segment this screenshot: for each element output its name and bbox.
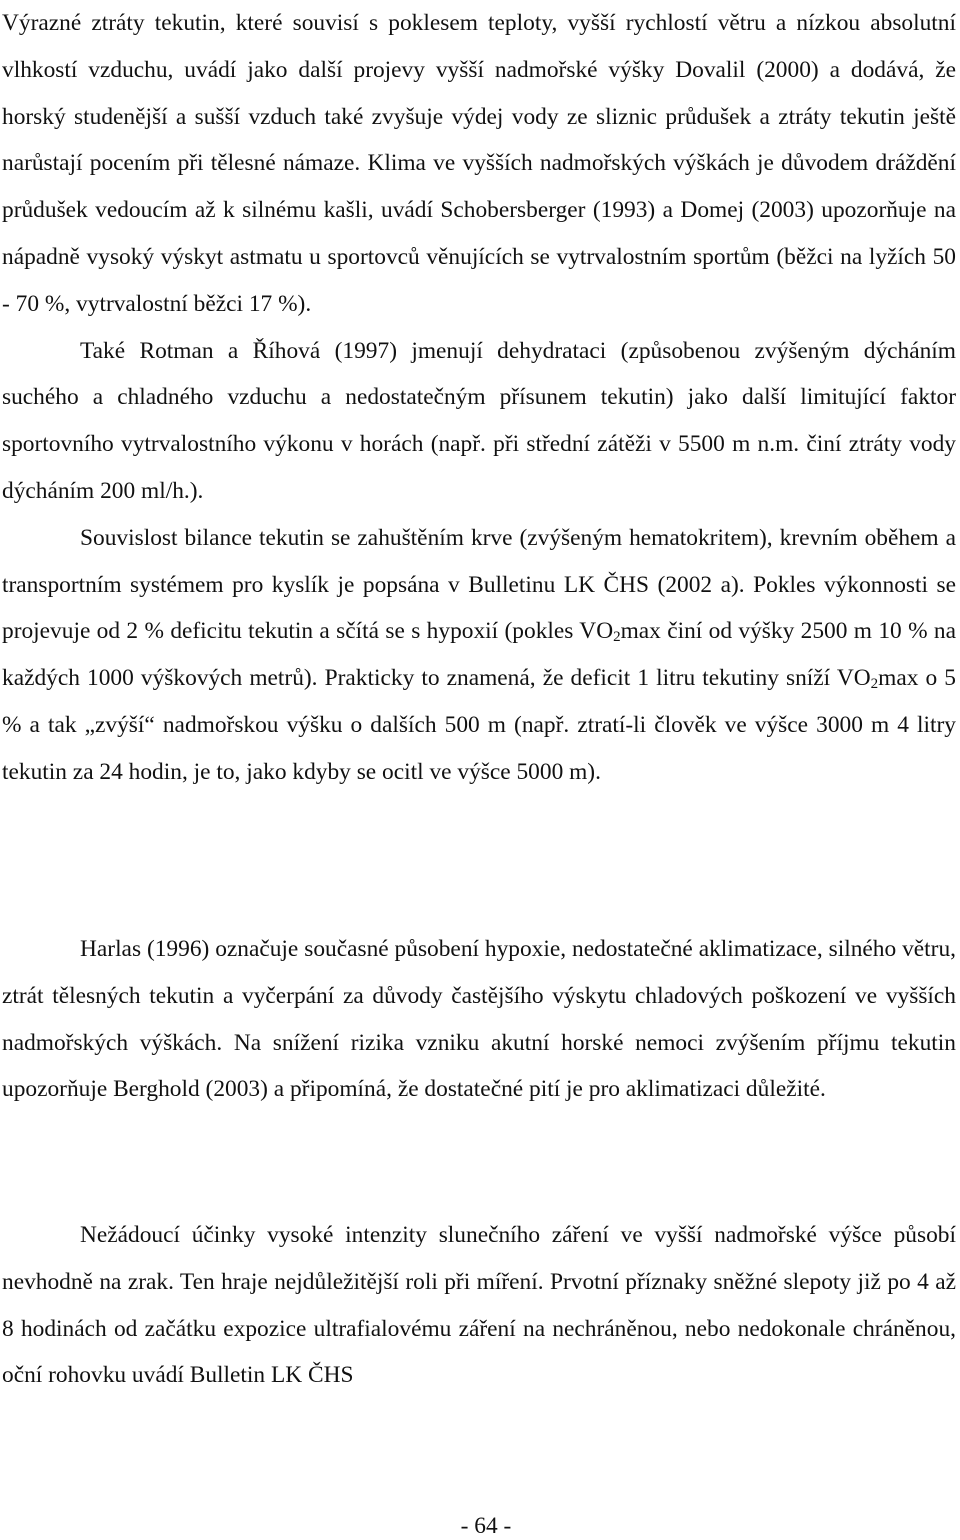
paragraph-rotman-rihova bbox=[2, 328, 956, 515]
subscript-2: 2 bbox=[613, 629, 621, 646]
subscript-2: 2 bbox=[870, 676, 879, 693]
paragraph-fluid-balance bbox=[2, 515, 956, 796]
paragraph-text: Výrazné ztráty tekutin, které souvisí s poklesem teploty, vyšší rychlostí větru a nízkou absolutní vlhkostí vzduchu, uvádí jako další projevy vyšší nadmořské výšky Dovalil (2000) a dodává, že horský studenější a sušší vzduch také zvyšuje výdej vody ze sliznic průdušek a ztráty tekutin ještě narůstají pocením při tělesné námaze. Klima ve vyšších nadmořských výškách je důvodem dráždění průdušek vedoucím až k silnému kašli, uvádí Schobersberger (1993) a Domej (2003) upozorňuje na nápadně vysoký výskyt astmatu u sportovců věnujících se vytrvalostním sportům (běžci na lyžích 50 - 70 %, vytrvalostní běžci 17 %). bbox=[2, 10, 956, 317]
paragraph-text: max činí od výšky 2500 m 10 % na každých 1000 výškových metrů). Prakticky to znamená, že deficit 1 litru tekutiny sníží VO bbox=[2, 618, 956, 692]
paragraph-solar-radiation bbox=[2, 1212, 956, 1399]
paragraph-text: Také Rotman a Říhová (1997) jmenují dehydrataci (způsobenou zvýšeným dýcháním suchého a chladného vzduchu a nedostatečným přísunem tekutin) jako další limitující faktor sportovního vytrvalostního výkonu v horách (např. při střední zátěži v 5500 m n.m. činí ztráty vody dýcháním 200 ml/h.). bbox=[2, 337, 956, 504]
paragraph-text: Harlas (1996) označuje současné působení hypoxie, nedostatečné aklimatizace, silného větru, ztrát tělesných tekutin a vyčerpání za důvody častějšího výskytu chladových poškození ve vyšších nadmořských výškách. Na snížení rizika vzniku akutní horské nemoci zvýšením příjmu tekutin upozorňuje Berghold (2003) a připomíná, že dostatečné pití je pro aklimatizaci důležité. bbox=[2, 936, 956, 1103]
page-number: - 64 - bbox=[460, 1513, 512, 1539]
paragraph-text: Nežádoucí účinky vysoké intenzity slunečního záření ve vyšší nadmořské výšce působí nevhodně na zrak. Ten hraje nejdůležitější roli při míření. Prvotní příznaky sněžné slepoty již po 4 až 8 hodinách od začátku expozice ultrafialovému záření na nechráněnou, nebo nedokonale chráněnou, oční rohovku uvádí Bulletin LK ČHS bbox=[2, 1222, 956, 1389]
paragraph-text: Souvislost bilance tekutin se zahuštěním krve (zvýšeným hematokritem), krevním oběhem a transportním systémem pro kyslík je popsána v Bulletinu LK ČHS (2002 a). Pokles výkonnosti se projevuje od 2 % deficitu tekutin a sčítá se s hypoxií (pokles VO bbox=[2, 524, 956, 645]
paragraph-text: max o 5 % a tak „zvýší“ nadmořskou výšku o dalších 500 m (např. ztratí-li člověk ve výšce 3000 m 4 litry tekutin za 24 hodin, je to, jako kdyby se ocitl ve výšce 5000 m). bbox=[2, 665, 956, 785]
paragraph-dehydration-climate bbox=[2, 0, 956, 796]
paragraph-harlas bbox=[2, 926, 956, 1113]
